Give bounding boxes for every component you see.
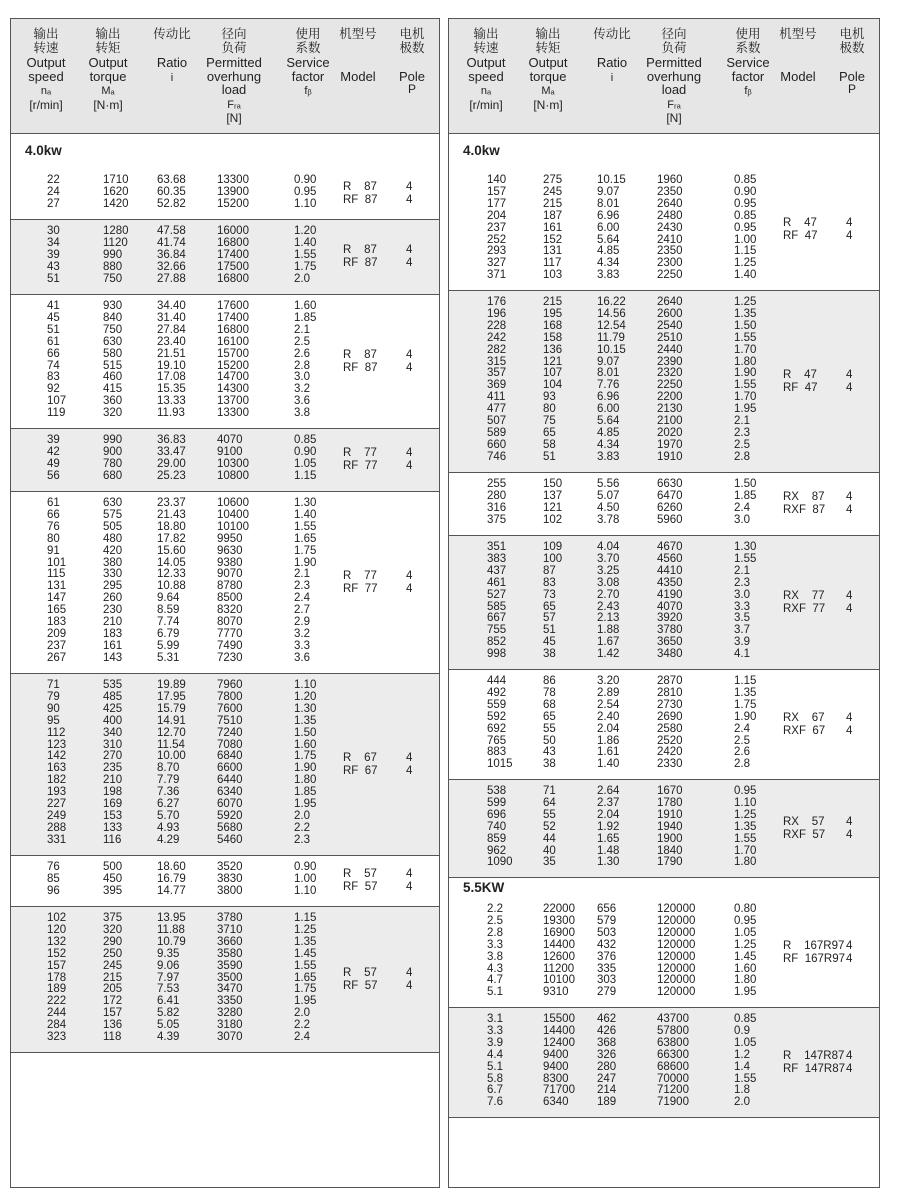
- header-zh: 输出 转速: [473, 26, 499, 55]
- cell-speed: 76 85 96: [47, 861, 60, 897]
- header-unit: [r/min]: [469, 97, 503, 112]
- cell-torque: 1280 1120 990 880 750: [103, 225, 129, 285]
- model-label: RX 87 RXF 87: [783, 491, 826, 516]
- header-zh: 使用 系数: [295, 26, 321, 55]
- pole-value: 4 4: [406, 569, 413, 595]
- cell-load: 2870 2810 2730 2690 2580 2520 2420 2330: [657, 675, 683, 771]
- pole-value: 4 4: [846, 1049, 853, 1075]
- row-group: [11, 492, 439, 674]
- cell-ratio: 4.04 3.70 3.25 3.08 2.70 2.43 2.13 1.88 1.67 1.42: [597, 541, 620, 661]
- pole-value: 4 4: [846, 491, 853, 516]
- header-en: Pole: [838, 68, 866, 84]
- header-en: Model: [340, 68, 376, 84]
- table-header: [11, 19, 439, 134]
- cell-factor: 1.50 1.85 2.4 3.0: [734, 478, 757, 526]
- cell-ratio: 10.15 9.07 8.01 6.96 6.00 5.64 4.85 4.34 3.83: [597, 174, 626, 282]
- header-en: Ratio: [596, 55, 628, 70]
- header-zh: 输出 转矩: [95, 26, 121, 55]
- cell-load: 10600 10400 10100 9950 9630 9380 9070 8780 8500 8320 8070 7770 7490 7230: [217, 497, 249, 664]
- header-symbol: fᵦ: [304, 85, 312, 97]
- header-zh: 机型号: [339, 26, 377, 41]
- header-cell: [15, 27, 77, 112]
- model-label: RX 77 RXF 77: [783, 589, 826, 615]
- model-label: RX 67 RXF 67: [783, 711, 826, 737]
- header-en: Output speed: [26, 55, 66, 84]
- header-unit: [N·m]: [533, 97, 563, 112]
- model-label: R 87 RF 87: [343, 244, 378, 269]
- model-label: R 147R87 RF 147R87: [783, 1049, 846, 1075]
- header-en: Model: [780, 68, 816, 84]
- header-cell: [77, 27, 139, 112]
- section-heading: 4.0kw: [25, 143, 62, 158]
- cell-ratio: 16.22 14.56 12.54 11.79 10.15 9.07 8.01 7.76 6.96 6.00 5.64 4.85 4.34 3.83: [597, 296, 626, 463]
- header-cell: [767, 27, 829, 83]
- cell-load: 1960 2350 2640 2480 2430 2410 2350 2300 2250: [657, 174, 683, 282]
- cell-factor: 0.90 0.95 1.10: [294, 174, 317, 210]
- cell-torque: 109 100 87 83 73 65 57 51 45 38: [543, 541, 563, 661]
- cell-torque: 535 485 425 400 340 310 270 235 210 198 169 153 133 116: [103, 679, 123, 846]
- cell-torque: 71 64 55 52 44 40 35: [543, 785, 556, 869]
- pole-value: 4 4: [406, 447, 413, 472]
- pole-value: 4 4: [846, 368, 853, 394]
- row-group: [449, 169, 879, 291]
- row-group: [449, 780, 879, 878]
- cell-speed: 61 66 76 80 91 101 115 131 147 165 183 209 237 267: [47, 497, 67, 664]
- cell-load: 3520 3830 3800: [217, 861, 243, 897]
- right-table: [448, 18, 880, 1188]
- header-zh: 输出 转矩: [535, 26, 561, 55]
- pole-value: 4 4: [846, 815, 853, 841]
- header-zh: 输出 转速: [33, 26, 59, 55]
- header-zh: 传动比: [153, 26, 191, 41]
- cell-speed: 41 45 51 61 66 74 83 92 107 119: [47, 300, 67, 420]
- row-group: [11, 169, 439, 220]
- cell-factor: 1.25 1.35 1.50 1.55 1.70 1.80 1.90 1.55 1.70 1.95 2.1 2.3 2.5 2.8: [734, 296, 757, 463]
- row-group: [11, 674, 439, 856]
- model-label: R 47 RF 47: [783, 216, 818, 242]
- cell-load: 4070 9100 10300 10800: [217, 434, 249, 482]
- cell-ratio: 34.40 31.40 27.84 23.40 21.51 19.10 17.08 15.35 13.33 11.93: [157, 300, 186, 420]
- row-group: [449, 1008, 879, 1118]
- pole-value: 4 4: [846, 711, 853, 737]
- cell-speed: 255 280 316 375: [487, 478, 507, 526]
- cell-factor: 1.15 1.35 1.75 1.90 2.4 2.5 2.6 2.8: [734, 675, 757, 771]
- header-en: Pole: [398, 68, 426, 84]
- cell-torque: 215 195 168 158 136 121 107 104 93 80 75 65 58 51: [543, 296, 563, 463]
- cell-factor: 1.15 1.25 1.35 1.45 1.55 1.65 1.75 1.95 2.0 2.2 2.4: [294, 912, 317, 1044]
- cell-speed: 351 383 437 461 527 585 667 755 852 998: [487, 541, 507, 661]
- cell-ratio: 462 426 368 326 280 247 214 189: [597, 1013, 617, 1109]
- header-en: Service factor: [726, 55, 770, 84]
- header-zh: 机型号: [779, 26, 817, 41]
- row-group: [11, 220, 439, 295]
- cell-speed: 140 157 177 204 237 252 293 327 371: [487, 174, 507, 282]
- row-group: [11, 295, 439, 429]
- cell-ratio: 23.37 21.43 18.80 17.82 15.60 14.05 12.33 10.88 9.64 8.59 7.74 6.79 5.99 5.31: [157, 497, 186, 664]
- cell-load: 3780 3710 3660 3580 3590 3500 3470 3350 3280 3180 3070: [217, 912, 243, 1044]
- header-en: Permitted overhung load: [646, 55, 702, 97]
- cell-load: 120000 120000 120000 120000 120000 120000 120000 120000: [657, 903, 696, 999]
- header-zh: 使用 系数: [735, 26, 761, 55]
- cell-torque: 930 840 750 630 580 515 460 415 360 320: [103, 300, 123, 420]
- cell-factor: 0.90 1.00 1.10: [294, 861, 317, 897]
- cell-torque: 86 78 68 65 55 50 43 38: [543, 675, 556, 771]
- header-en: Output torque: [528, 55, 568, 84]
- cell-speed: 538 599 696 740 859 962 1090: [487, 785, 513, 869]
- cell-factor: 1.60 1.85 2.1 2.5 2.6 2.8 3.0 3.2 3.6 3.8: [294, 300, 317, 420]
- cell-speed: 444 492 559 592 692 765 883 1015: [487, 675, 513, 771]
- header-cell: [141, 27, 203, 85]
- pole-value: 4 4: [406, 348, 413, 374]
- cell-torque: 1710 1620 1420: [103, 174, 129, 210]
- header-symbol: Fᵣₐ: [667, 98, 681, 111]
- header-en: Ratio: [156, 55, 188, 70]
- pole-value: 4 4: [406, 868, 413, 893]
- model-label: R 87 RF 87: [343, 348, 378, 374]
- header-en: Permitted overhung load: [206, 55, 262, 97]
- row-group: [449, 291, 879, 473]
- pole-value: 4 4: [846, 939, 853, 965]
- cell-load: 6630 6470 6260 5960: [657, 478, 683, 526]
- cell-load: 4670 4560 4410 4350 4190 4070 3920 3780 3650 3480: [657, 541, 683, 661]
- cell-factor: 1.30 1.55 2.1 2.3 3.0 3.3 3.5 3.7 3.9 4.1: [734, 541, 757, 661]
- header-en: Output torque: [88, 55, 128, 84]
- header-symbol: fᵦ: [744, 85, 752, 97]
- cell-speed: 176 196 228 242 282 315 357 369 411 477 507 589 660 746: [487, 296, 507, 463]
- cell-ratio: 18.60 16.79 14.77: [157, 861, 186, 897]
- cell-speed: 22 24 27: [47, 174, 60, 210]
- cell-ratio: 2.64 2.37 2.04 1.92 1.65 1.48 1.30: [597, 785, 620, 869]
- cell-factor: 1.20 1.40 1.55 1.75 2.0: [294, 225, 317, 285]
- header-cell: [327, 27, 389, 83]
- header-symbol: nₐ: [480, 85, 492, 97]
- row-group: [11, 907, 439, 1053]
- model-label: R 87 RF 87: [343, 181, 378, 206]
- model-label: R 77 RF 77: [343, 569, 378, 595]
- row-group: [449, 670, 879, 780]
- row-group: [449, 536, 879, 670]
- cell-speed: 71 79 90 95 112 123 142 163 182 193 227 249 288 331: [47, 679, 67, 846]
- cell-factor: 0.80 0.95 1.05 1.25 1.45 1.60 1.80 1.95: [734, 903, 757, 999]
- header-unit: P: [847, 82, 856, 96]
- header-zh: 径向 负荷: [661, 26, 687, 55]
- section-heading: 5.5KW: [463, 880, 505, 895]
- header-zh: 电机 极数: [399, 26, 425, 55]
- cell-torque: 275 245 215 187 161 152 131 117 103: [543, 174, 563, 282]
- header-unit: [N·m]: [93, 97, 123, 112]
- pole-value: 4 4: [406, 751, 413, 777]
- cell-load: 17600 17400 16800 16100 15700 15200 14700 14300 13700 13300: [217, 300, 249, 420]
- row-group: [11, 856, 439, 907]
- cell-load: 16000 16800 17400 17500 16800: [217, 225, 249, 285]
- cell-torque: 630 575 505 480 420 380 330 295 260 230 210 183 161 143: [103, 497, 123, 664]
- cell-factor: 1.10 1.20 1.30 1.35 1.50 1.60 1.75 1.90 1.80 1.85 1.95 2.0 2.2 2.3: [294, 679, 317, 846]
- cell-speed: 2.2 2.5 2.8 3.3 3.8 4.3 4.7 5.1: [487, 903, 503, 999]
- cell-load: 43700 57800 63800 66300 68600 70000 71200 71900: [657, 1013, 689, 1109]
- header-zh: 传动比: [593, 26, 631, 41]
- header-cell: [581, 27, 643, 85]
- header-unit: [r/min]: [29, 97, 63, 112]
- cell-speed: 30 34 39 43 51: [47, 225, 60, 285]
- row-group: [449, 898, 879, 1008]
- model-label: R 67 RF 67: [343, 751, 378, 777]
- cell-torque: 990 900 780 680: [103, 434, 123, 482]
- cell-load: 2640 2600 2540 2510 2440 2390 2320 2250 2200 2130 2100 2020 1970 1910: [657, 296, 683, 463]
- cell-ratio: 47.58 41.74 36.84 32.66 27.88: [157, 225, 186, 285]
- model-label: R 57 RF 57: [343, 966, 378, 992]
- cell-factor: 0.95 1.10 1.25 1.35 1.55 1.70 1.80: [734, 785, 757, 869]
- model-label: RX 57 RXF 57: [783, 815, 826, 841]
- header-symbol: nₐ: [40, 85, 52, 97]
- cell-torque: 375 320 290 250 245 215 205 172 157 136 118: [103, 912, 123, 1044]
- model-label: R 77 RF 77: [343, 447, 378, 472]
- header-en: Output speed: [466, 55, 506, 84]
- header-symbol: i: [610, 71, 614, 84]
- pole-value: 4 4: [406, 244, 413, 269]
- header-zh: 径向 负荷: [221, 26, 247, 55]
- header-symbol: Mₐ: [101, 85, 115, 97]
- cell-ratio: 3.20 2.89 2.54 2.40 2.04 1.86 1.61 1.40: [597, 675, 620, 771]
- model-label: R 167R97 RF 167R97: [783, 939, 846, 965]
- cell-load: 13300 13900 15200: [217, 174, 249, 210]
- cell-speed: 39 42 49 56: [47, 434, 60, 482]
- header-cell: [203, 27, 265, 126]
- pole-value: 4 4: [846, 589, 853, 615]
- header-en: Service factor: [286, 55, 330, 84]
- cell-factor: 0.85 0.9 1.05 1.2 1.4 1.55 1.8 2.0: [734, 1013, 757, 1109]
- cell-speed: 102 120 132 152 157 178 189 222 244 284 323: [47, 912, 67, 1044]
- cell-ratio: 5.56 5.07 4.50 3.78: [597, 478, 620, 526]
- row-group: [11, 429, 439, 492]
- cell-load: 7960 7800 7600 7510 7240 7080 6840 6600 6440 6340 6070 5920 5680 5460: [217, 679, 243, 846]
- header-cell: [643, 27, 705, 126]
- cell-ratio: 656 579 503 432 376 335 303 279: [597, 903, 617, 999]
- table-header: [449, 19, 879, 134]
- cell-factor: 0.85 0.90 0.95 0.85 0.95 1.00 1.15 1.25 1.40: [734, 174, 757, 282]
- cell-torque: 15500 14400 12400 9400 9400 8300 71700 6340: [543, 1013, 575, 1109]
- model-label: R 57 RF 57: [343, 868, 378, 893]
- cell-load: 1670 1780 1910 1940 1900 1840 1790: [657, 785, 683, 869]
- header-symbol: i: [170, 71, 174, 84]
- header-unit: P: [407, 82, 416, 96]
- section-heading: 4.0kw: [463, 143, 500, 158]
- header-cell: [455, 27, 517, 112]
- pole-value: 4 4: [846, 216, 853, 242]
- pole-value: 4 4: [406, 966, 413, 992]
- pole-value: 4 4: [406, 181, 413, 206]
- header-symbol: Fᵣₐ: [227, 98, 241, 111]
- header-unit: [N]: [666, 111, 682, 125]
- cell-torque: 150 137 121 102: [543, 478, 563, 526]
- cell-factor: 1.30 1.40 1.55 1.65 1.75 1.90 2.1 2.3 2.4 2.7 2.9 3.2 3.3 3.6: [294, 497, 317, 664]
- left-table: [10, 18, 440, 1188]
- header-symbol: Mₐ: [541, 85, 555, 97]
- model-label: R 47 RF 47: [783, 368, 818, 394]
- header-unit: [N]: [226, 111, 242, 125]
- cell-torque: 22000 19300 16900 14400 12600 11200 10100 9310: [543, 903, 575, 999]
- cell-ratio: 19.89 17.95 15.79 14.91 12.70 11.54 10.00 8.70 7.79 7.36 6.27 5.70 4.93 4.29: [157, 679, 186, 846]
- cell-ratio: 63.68 60.35 52.82: [157, 174, 186, 210]
- row-group: [449, 473, 879, 536]
- header-cell: [517, 27, 579, 112]
- header-cell: [821, 27, 883, 97]
- cell-torque: 500 450 395: [103, 861, 123, 897]
- cell-ratio: 36.83 33.47 29.00 25.23: [157, 434, 186, 482]
- cell-factor: 0.85 0.90 1.05 1.15: [294, 434, 317, 482]
- header-cell: [381, 27, 443, 97]
- header-zh: 电机 极数: [839, 26, 865, 55]
- cell-ratio: 13.95 11.88 10.79 9.35 9.06 7.97 7.53 6.41 5.82 5.05 4.39: [157, 912, 186, 1044]
- cell-speed: 3.1 3.3 3.9 4.4 5.1 5.8 6.7 7.6: [487, 1013, 503, 1109]
